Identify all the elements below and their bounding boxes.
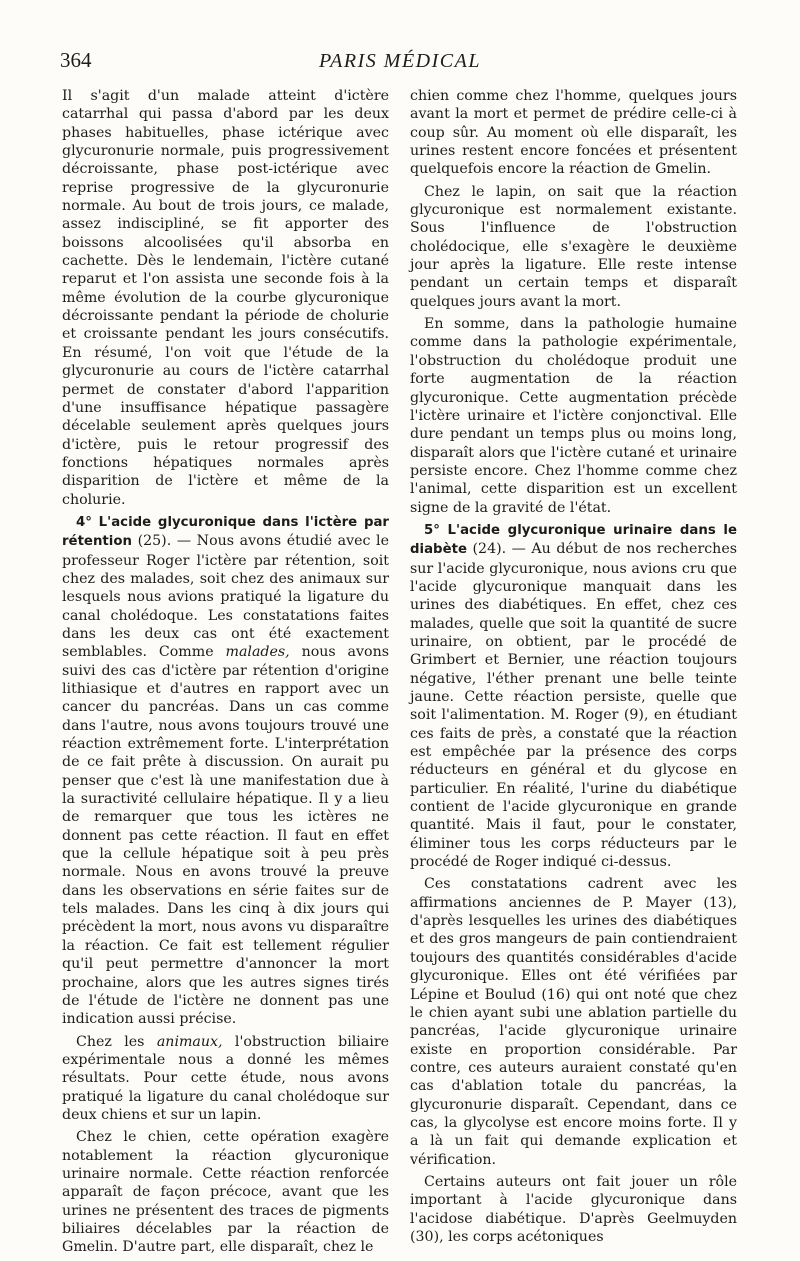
paragraph: Chez les animaux, l'obstruction biliaire expérimentale nous a donné les mêmes résultats. Pour cette étude, nous avons pratiqué la ligature du canal cholédoque sur deux chiens et sur un lapin. — [62, 1033, 389, 1123]
journal-title: PARIS MÉDICAL — [319, 50, 481, 72]
section-5-paragraph: 5° L'acide glycuronique urinaire dans le diabète (24). — Au début de nos recherches sur l'acide glycuronique, nous avions cru que l'acide glycuronique manquait dans les urines des diabétiques. En effet, chez ces malades, quelle que soit la quantité de sucre urinaire, on obtient, par le procédé de Grimbert et Bernier, une réaction toujours négative, l'éther prenant une belle teinte jaune. Cette réaction persiste, quelle que soit l'alimentation. M. Roger (9), en étudiant ces faits de près, a constaté que la réaction est empêchée par la présence des corps réducteurs en général et du glycose en particulier. En réalité, l'urine du diabétique contient de l'acide glycuronique en grande quantité. Mais il faut, pour le constater, éliminer tous les corps réducteurs par le procédé de Roger indiqué ci-dessus. — [410, 522, 737, 871]
section-heading: 4° L'acide glycuronique dans l'ictère par rétention — [62, 514, 389, 550]
paragraph: Certains auteurs ont fait jouer un rôle important à l'acide glycuronique dans l'acidose diabétique. D'après Geelmuyden (30), les corps acétoniques — [410, 1173, 737, 1245]
paragraph: En somme, dans la pathologie humaine comme dans la pathologie expérimentale, l'obstruction du cholédoque produit une forte augmentation de la réaction glycuronique. Cette augmentation précède l'ictère urinaire et l'ictère conjonctival. Elle dure pendant un temps plus ou moins long, disparaît alors que l'ictère cutané et urinaire persiste encore. Chez l'homme comme chez l'animal, cette disparition est un excellent signe de la gravité de l'état. — [410, 316, 737, 516]
paragraph: Chez le chien, cette opération exagère notablement la réaction glycuronique urinaire normale. Cette réaction renforcée apparaît de façon précoce, avant que les urines ne présentent des traces de pigments biliaires décelables par la réaction de Gmelin. D'autre part, elle disparaît, chez le — [62, 1129, 389, 1256]
left-column — [62, 87, 389, 1261]
running-header — [60, 48, 740, 80]
section-heading: 5° L'acide glycuronique urinaire dans le diabète — [410, 522, 737, 558]
paragraph: Ces constatations cadrent avec les affirmations anciennes de P. Mayer (13), d'après lesquelles les urines des diabétiques et des gros mangeurs de pain contiendraient toujours des quantités considérables d'acide glycuronique. Elles ont été vérifiées par Lépine et Boulud (16) qui ont noté que chez le chien ayant subi une ablation partielle du pancréas, l'acide glycuronique urinaire existe en proportion considérable. Par contre, ces auteurs auraient constaté qu'en cas d'ablation totale du pancréas, la glycuronurie disparaît. Cependant, dans ce cas, la glycolyse est encore moins forte. Il y a là un fait qui demande explication et vérification. — [410, 876, 737, 1168]
paragraph: Chez le lapin, on sait que la réaction glycuronique est normalement existante. Sous l'influence de l'obstruction cholédocique, elle s'exagère le deuxième jour après la ligature. Elle reste intense pendant un certain temps et disparaît quelques jours avant la mort. — [410, 183, 737, 310]
paragraph: chien comme chez l'homme, quelques jours avant la mort et permet de prédire celle-ci à coup sûr. Au moment où elle disparaît, les urines restent encore foncées et présentent quelquefois encore la réaction de Gmelin. — [410, 88, 737, 178]
right-column — [410, 87, 737, 1250]
section-4-paragraph: 4° L'acide glycuronique dans l'ictère par rétention (25). — Nous avons étudié avec le professeur Roger l'ictère par rétention, soit chez des malades, soit chez des animaux sur lesquels nous avions pratiqué la ligature du canal cholédoque. Les constatations faites dans les deux cas ont été exactement semblables. Comme malades, nous avons suivi des cas d'ictère par rétention d'origine lithiasique et d'autres en rapport avec un cancer du pancréas. Dans un cas comme dans l'autre, nous avons toujours trouvé une réaction extrêmement forte. L'interprétation de ce fait prête à discussion. On aurait pu penser que c'est là une manifestation due à la suractivité cellulaire hépatique. Il y a lieu de remarquer que tous les ictères ne donnent pas cette réaction. Il faut en effet que la cellule hépatique soit à peu près normale. Nous en avons trouvé la preuve dans les observations en série faites sur de tels malades. Dans les cinq à dix jours qui précèdent la mort, nous avons vu disparaître la réaction. Ce fait est tellement régulier qu'il peut permettre d'annoncer la mort prochaine, alors que les autres signes tirés de l'étude de l'ictère ne donnent pas une indication aussi précise. — [62, 514, 389, 1028]
page-number: 364 — [60, 48, 92, 72]
paragraph: Il s'agit d'un malade atteint d'ictère catarrhal qui passa d'abord par les deux phases habituelles, phase ictérique avec glycuronurie normale, puis progressivement décroissante, phase post-ictérique avec reprise progressive de la glycuronurie normale. Au bout de trois jours, ce malade, assez indiscipliné, se fit apporter des boissons alcoolisées qu'il absorba en cachette. Dès le lendemain, l'ictère cutané reparut et l'on assista une seconde fois à la même évolution de la courbe glycuronique décroissante pendant la période de cholurie et croissante pendant les jours consécutifs. En résumé, l'on voit que l'étude de la glycuronurie au cours de l'ictère catarrhal permet de constater d'abord l'apparition d'une insuffisance hépatique passagère décelable seulement après quelques jours d'ictère, puis le retour progressif des fonctions hépatiques normales après disparition de l'ictère et même de la cholurie. — [62, 88, 389, 508]
